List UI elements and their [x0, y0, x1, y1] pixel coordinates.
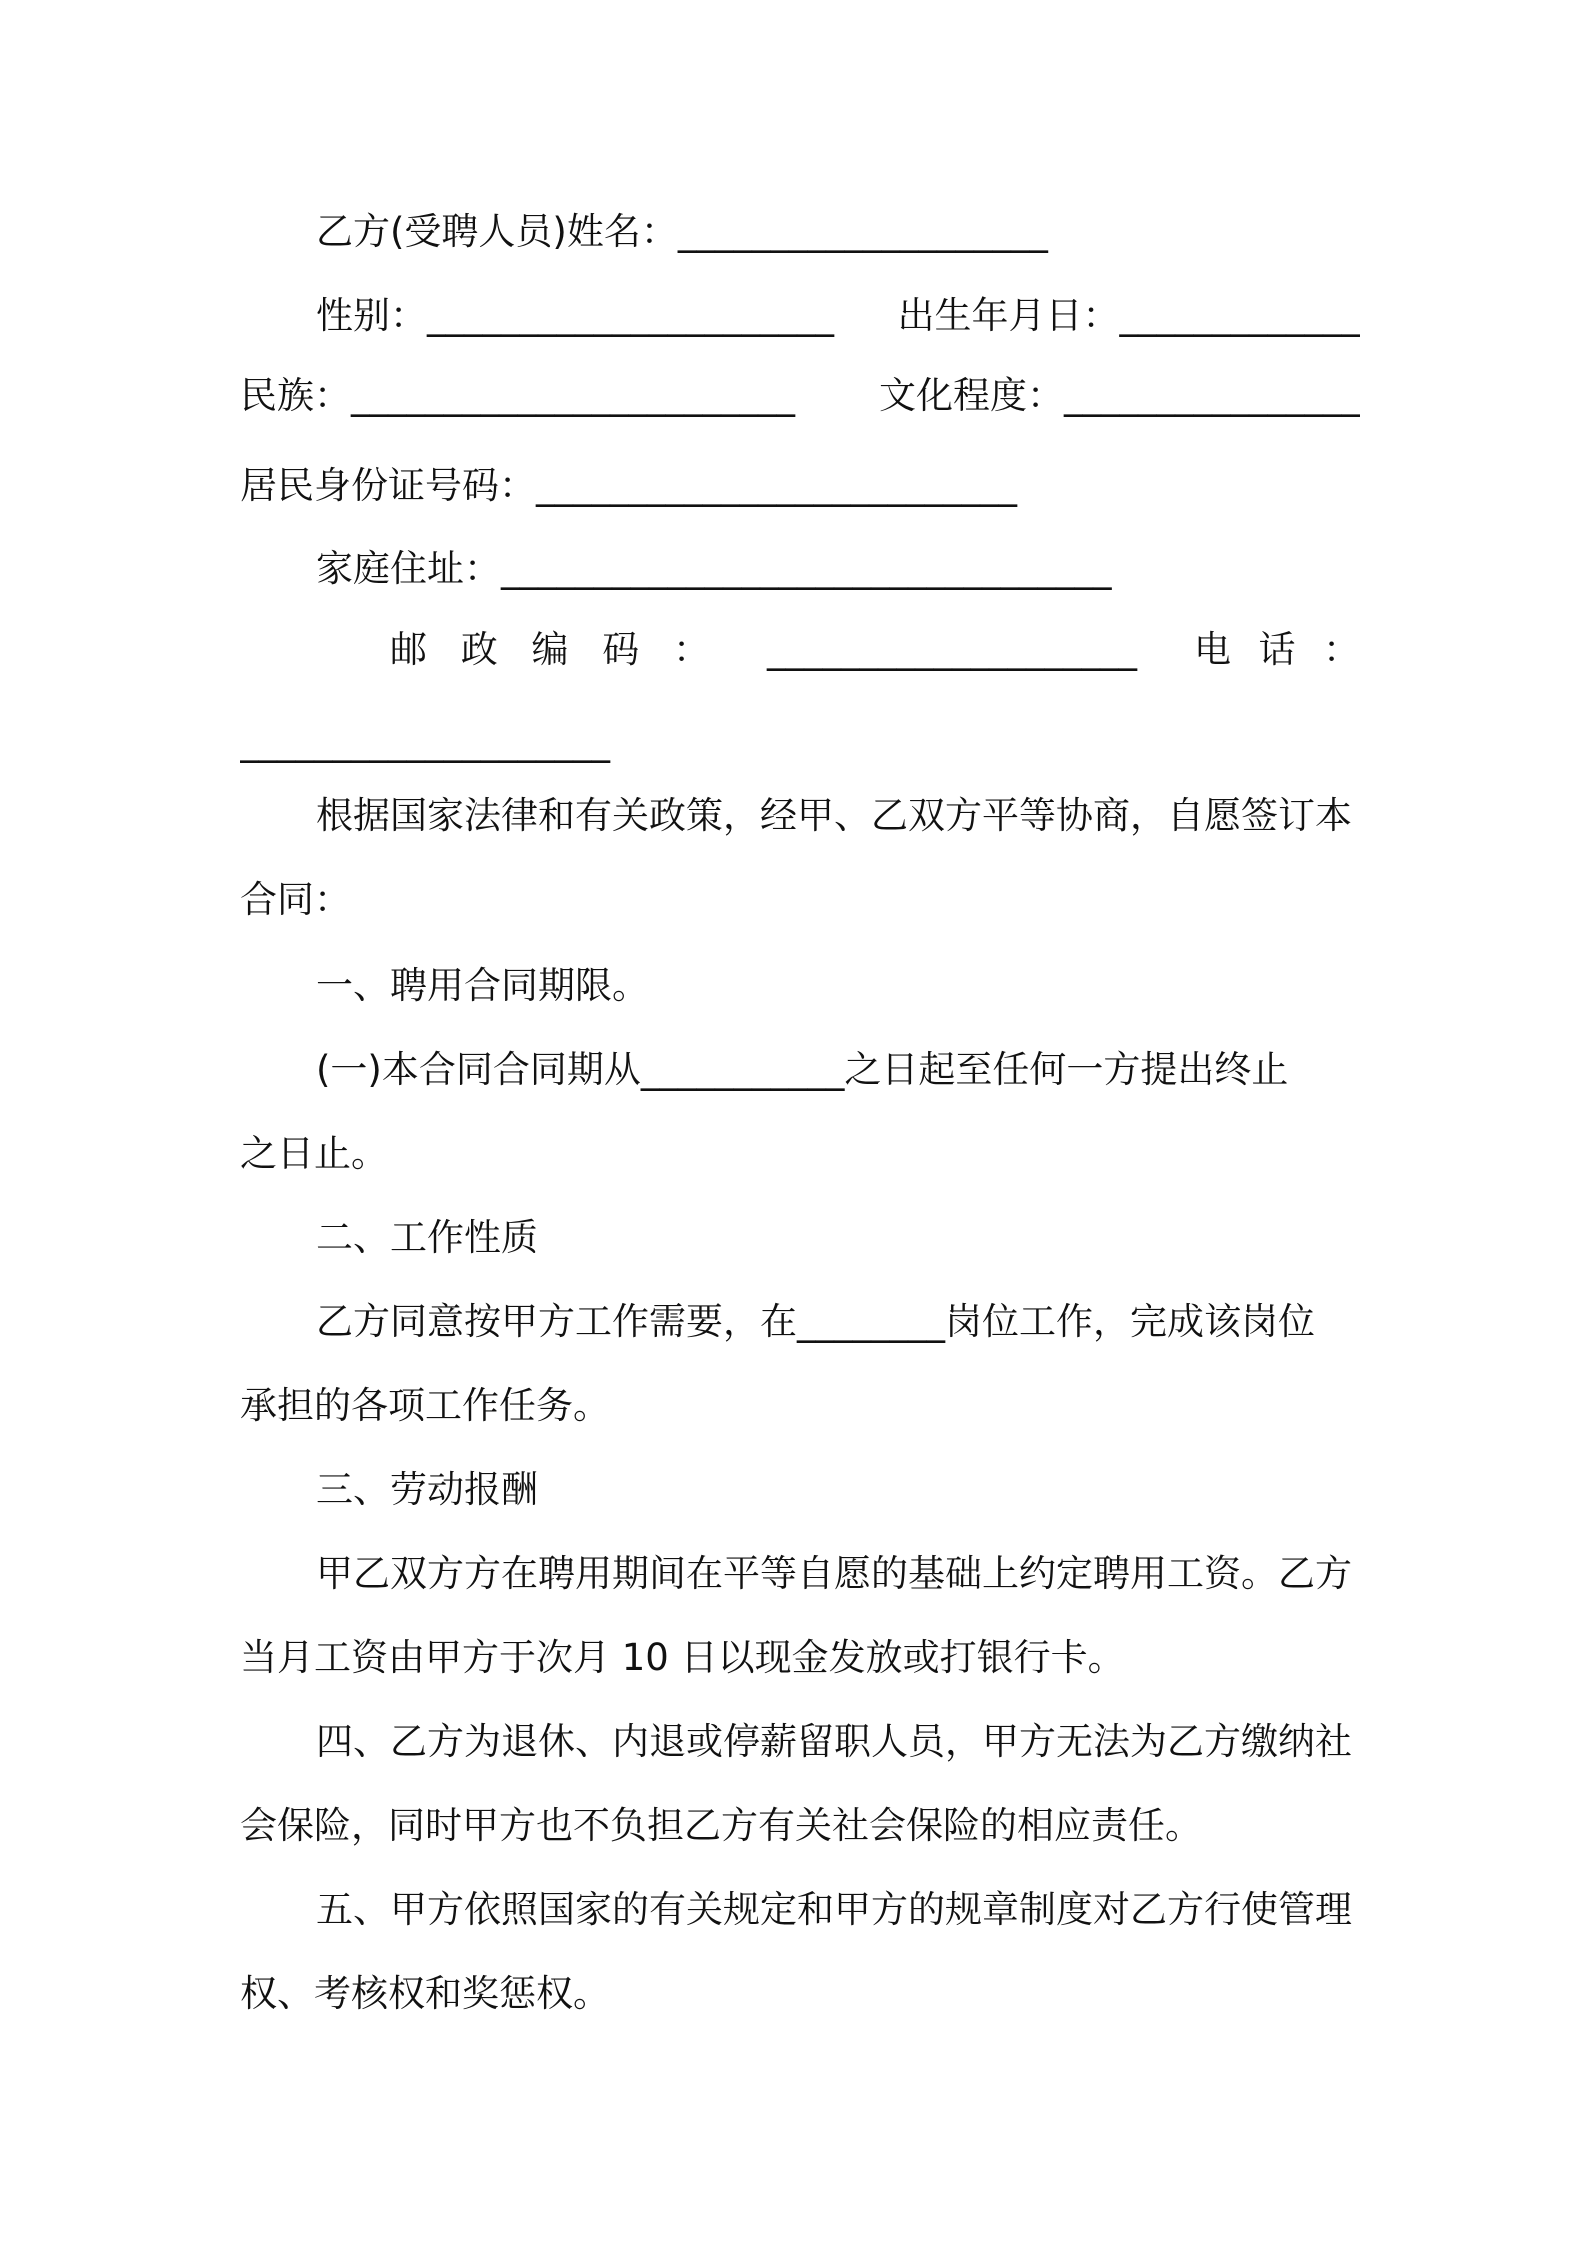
- section-4-line-2: 会保险，同时甲方也不负担乙方有关社会保险的相应责任。: [240, 1804, 1202, 1847]
- section-4-line-1: 四、乙方为退休、内退或停薪留职人员，甲方无法为乙方缴纳社: [316, 1720, 1352, 1763]
- gender-field: 性别：______________________: [316, 294, 834, 337]
- section-3-title: 三、劳动报酬: [316, 1468, 538, 1511]
- intro-paragraph-line-2: 合同：: [240, 878, 351, 921]
- section-3-paragraph-line-2: 当月工资由甲方于次月 10 日以现金发放或打银行卡。: [240, 1636, 1125, 1679]
- phone-blank: ____________________: [240, 720, 610, 763]
- id-number-field: 居民身份证号码：__________________________: [240, 464, 1017, 507]
- ethnicity-field: 民族：________________________: [240, 374, 795, 417]
- section-2-paragraph-line-2: 承担的各项工作任务。: [240, 1384, 610, 1427]
- name-field: 乙方(受聘人员)姓名：____________________: [316, 210, 1048, 253]
- ethnicity-education-line: [240, 370, 1360, 422]
- address-field: 家庭住址：_________________________________: [316, 547, 1112, 590]
- id-number-line: [240, 460, 1360, 512]
- section-5-line-2: 权、考核权和奖惩权。: [240, 1972, 610, 2015]
- section-1-paragraph-line-1: (一)本合同合同期从___________之日起至任何一方提出终止: [316, 1048, 1289, 1091]
- address-line: [316, 543, 1436, 595]
- phone-label: 电 话 ：: [1194, 628, 1360, 671]
- section-1-paragraph-line-2: 之日止。: [240, 1132, 388, 1175]
- section-3-paragraph-line-1: 甲乙双方方在聘用期间在平等自愿的基础上约定聘用工资。乙方: [316, 1552, 1352, 1595]
- gender-birth-line: [316, 290, 1360, 342]
- education-field: 文化程度：________________: [879, 374, 1360, 417]
- section-1-title: 一、聘用合同期限。: [316, 964, 649, 1007]
- section-2-paragraph-line-1: 乙方同意按甲方工作需要，在________岗位工作，完成该岗位: [316, 1300, 1315, 1343]
- postal-phone-line: [390, 624, 1360, 676]
- section-5-line-1: 五、甲方依照国家的有关规定和甲方的规章制度对乙方行使管理: [316, 1888, 1352, 1931]
- postal-code-label: 邮 政 编 码 ：: [390, 628, 710, 671]
- phone-blank-line: [240, 716, 1360, 768]
- intro-paragraph-line-1: 根据国家法律和有关政策，经甲、乙双方平等协商，自愿签订本: [316, 794, 1352, 837]
- birth-date-field: 出生年月日：_____________: [897, 294, 1360, 337]
- postal-code-blank: ____________________: [767, 628, 1137, 671]
- name-field-line: [316, 206, 1436, 258]
- section-2-title: 二、工作性质: [316, 1216, 538, 1259]
